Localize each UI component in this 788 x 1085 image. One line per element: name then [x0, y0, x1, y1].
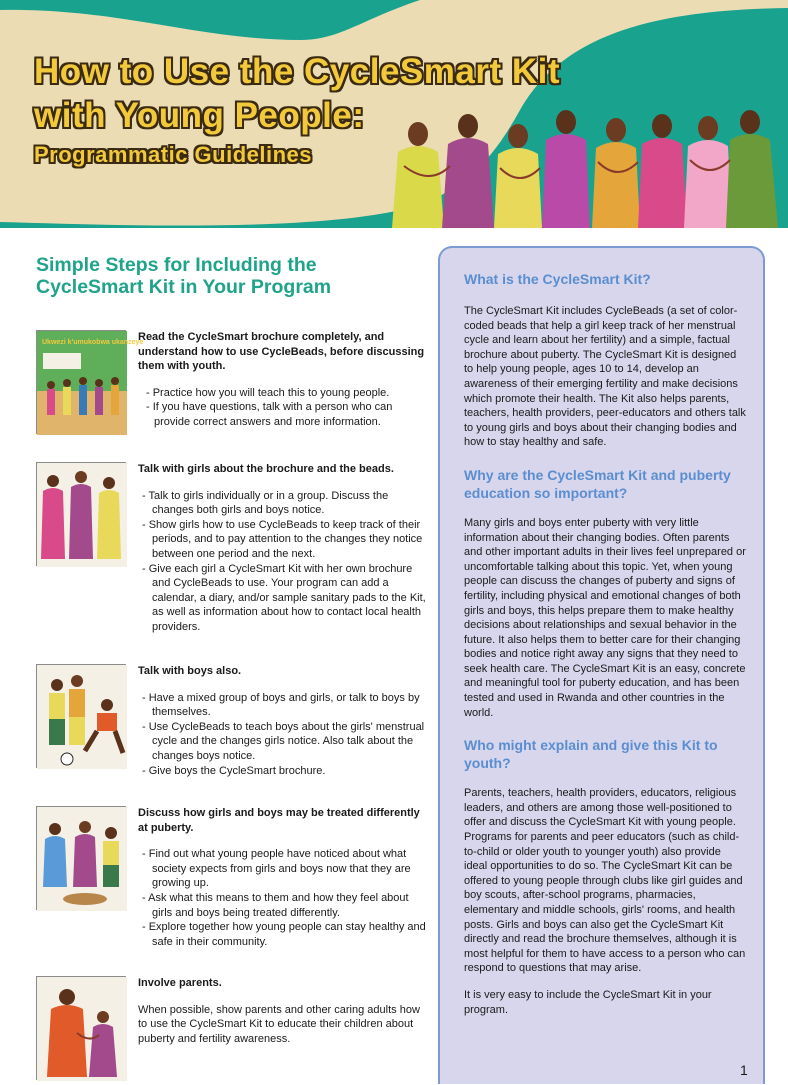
step-1-text [138, 330, 430, 430]
box-heading-who-explains: Who might explain and give this Kit to youth? [464, 737, 718, 772]
step-1-bullet: - If you have questions, talk with a person who can provide correct answers and more information. [146, 401, 393, 428]
box-heading-why-important: Why are the CycleSmart Kit and puberty education so important? [464, 466, 731, 501]
step-4-bullet: - Explore together how young people can stay healthy and safe in their community. [142, 921, 426, 948]
info-sidebar-box [438, 246, 765, 1084]
step-2-heading: Talk with girls about the brochure and the beads. [138, 463, 394, 475]
step-3-bullet: - Use CycleBeads to teach boys about the girls' menstrual cycle and the changes girls notice. Also talk about the changes boys notice. [142, 720, 425, 762]
boys-thumbnail [36, 664, 126, 768]
girls-thumbnail [36, 462, 126, 566]
step-3-heading: Talk with boys also. [138, 665, 242, 677]
box-paragraph-what-is: The CycleSmart Kit includes CycleBeads (a set of color-coded beads that help a girl keep track of her menstrual cycle and learn about her fertility) and a simple, factual brochure about puberty. The CycleSmart Kit is designed to help young people, ages 10 to 14, develop an awareness of their emerging fertility and make decisions which promote their health. The Kit also helps parents, teachers, health providers, peer-educators and others talk to young girls and boys about their changing bodies and how to stay healthy and safe. [464, 305, 746, 449]
box-paragraph-who-explains: Parents, teachers, health providers, educators, religious leaders, and others are among those well-positioned to offer and discuss the CycleSmart Kit with young people. Programs for parents and peer educators (such as child-to-child or older youth to younger youth) also provide ideal opportunities to do so. The CycleSmart Kit can be offered to young people through clubs like girl guides and boy scouts, after-school programs, pharmacies, elementary and middle schools, girls' rooms, and health posts. Girls and boys can also get the CycleSmart Kit directly and read the brochure themselves, although it is most helpful for them to have access to a person who can respond to questions that may arise. [464, 787, 746, 975]
step-4-bullet: - Ask what this means to them and how they feel about girls and boys being treated differently. [142, 891, 409, 919]
left-section-heading [36, 254, 416, 298]
step-1-bullet: - Practice how you will teach this to young people. [146, 386, 390, 399]
title-line-3: Programmatic Guidelines [34, 142, 313, 167]
parents-thumbnail [36, 976, 126, 1080]
title-line-2: with Young People: [34, 96, 365, 135]
step-5-heading: Involve parents. [138, 977, 222, 989]
girls-with-beads-illustration [390, 96, 788, 228]
step-2-text [138, 462, 430, 635]
step-3-bullet: - Have a mixed group of boys and girls, or talk to boys by themselves. [142, 691, 420, 719]
brochure-cover-title: Ukwezi k'umukobwa ukanzeye [42, 339, 144, 346]
step-3-text [138, 664, 430, 778]
box-paragraph-easy: It is very easy to include the CycleSmart Kit in your program. [464, 988, 712, 1016]
chores-illustration [37, 807, 127, 911]
step-4-text [138, 806, 430, 949]
step-2-bullet: - Give each girl a CycleSmart Kit with her own brochure and CycleBeads to use. Your program can add a calendar, a diary, and/or sample sanitary pads to the Kit, as well as information about how to contact local health providers. [142, 562, 426, 633]
parent-and-child-illustration [37, 977, 127, 1081]
girls-illustration [37, 463, 127, 567]
brochure-cover-image [37, 331, 144, 435]
info-sidebar-content [464, 270, 746, 1017]
box-paragraph-why-important: Many girls and boys enter puberty with very little information about their changing bodies. Often parents and other important adults in their lives feel unprepared or uncomfortable talking about this topic. Yet, when young people can discuss the changes of puberty and signs of fertility, including physical and emotional changes of both girls and boys, this helps prepare them to make healthy decisions about relationships and sexual behavior in the future. It also helps them to better care for their changing bodies and notice right away any signs that they need to seek health care. The CycleSmart Kit is an easy, concrete and meaningful tool for puberty education, and has been tested and used in Rwanda and other countries in the world. [464, 516, 746, 719]
step-2-bullet: - Talk to girls individually or in a group. Discuss the changes both girls and boys notice. [142, 489, 389, 517]
step-4-bullet: - Find out what young people have noticed about what society expects from girls and boys now that they are growing up. [142, 848, 411, 890]
page-number: 1 [740, 1062, 748, 1078]
boys-football-illustration [37, 665, 127, 769]
left-heading-line-1: Simple Steps for Including the [36, 254, 317, 276]
differences-thumbnail [36, 806, 126, 910]
box-heading-what-is: What is the CycleSmart Kit? [464, 271, 651, 287]
step-5-text [138, 976, 430, 1046]
brochure-cover-thumbnail [36, 330, 144, 434]
step-3-bullet: - Give boys the CycleSmart brochure. [142, 764, 326, 777]
header-banner [0, 0, 788, 228]
step-2-bullet: - Show girls how to use CycleBeads to keep track of their periods, and to pay attention to the changes they notice between one period and the next. [142, 518, 423, 560]
left-heading-line-2: CycleSmart Kit in Your Program [36, 276, 332, 298]
step-1-heading: Read the CycleSmart brochure completely, and understand how to use CycleBeads, before discussing them with youth. [138, 331, 425, 373]
step-5-paragraph: When possible, show parents and other caring adults how to use the CycleSmart Kit to educate their children about puberty and fertility awareness. [138, 1003, 420, 1045]
step-4-heading: Discuss how girls and boys may be treated differently at puberty. [138, 807, 420, 834]
title-line-1: How to Use the CycleSmart Kit [34, 52, 560, 91]
